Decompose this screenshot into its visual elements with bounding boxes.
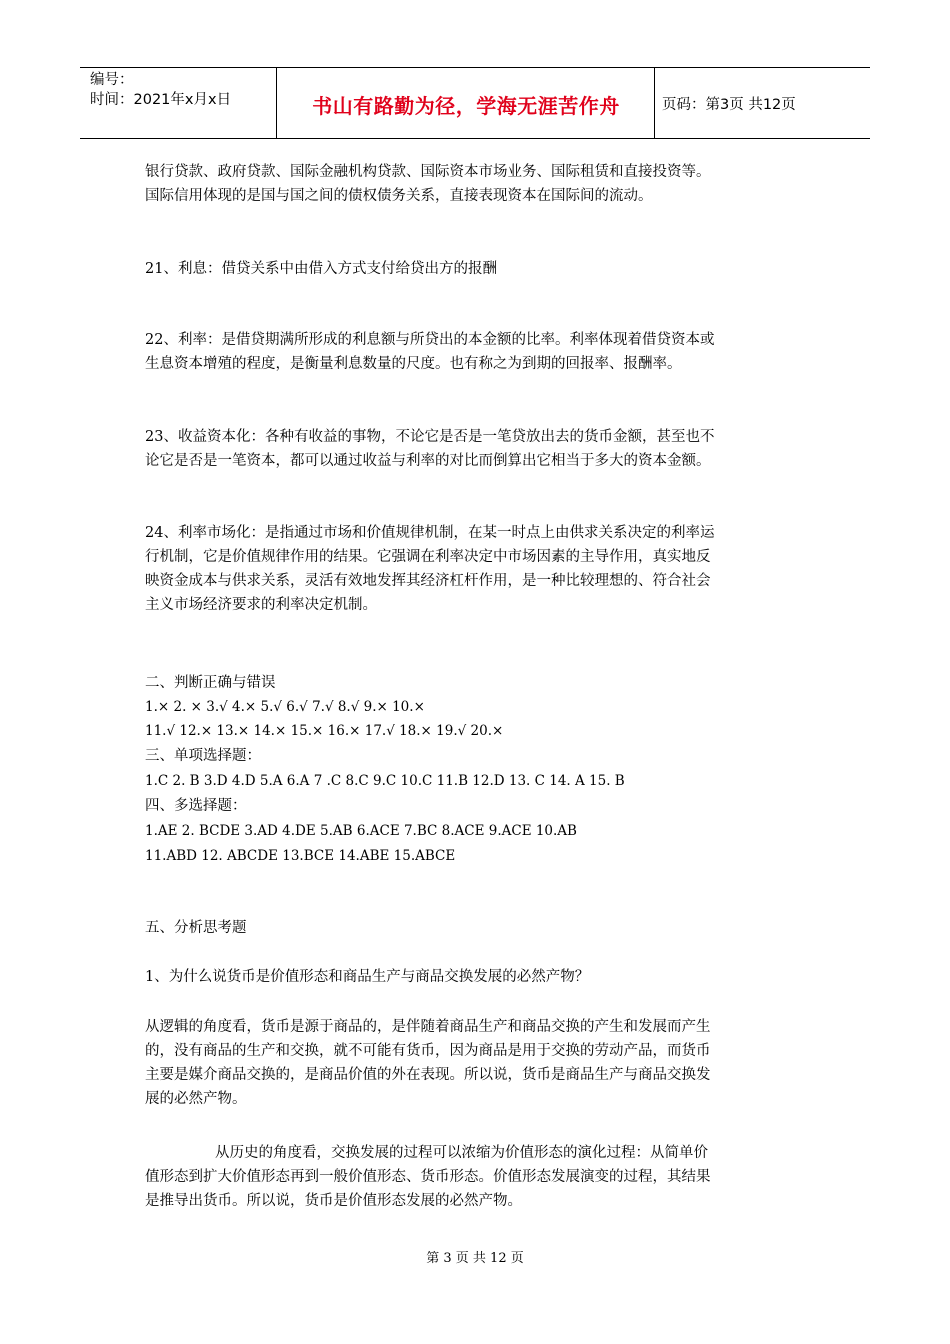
- definition-capitalization: 23、收益资本化：各种有收益的事物，不论它是否是一笔贷放出去的货币金额，甚至也不: [145, 429, 715, 445]
- answer-paragraph-line: 是推导出货币。所以说，货币是价值形态发展的必然产物。: [145, 1193, 522, 1209]
- section-title-analysis: 五、分析思考题: [145, 920, 247, 936]
- definition-rate-marketization: 24、利率市场化：是指通过市场和价值规律机制，在某一时点上由供求关系决定的利率运: [145, 525, 715, 541]
- page-header: [80, 67, 870, 139]
- question-1: 1、为什么说货币是价值形态和商品生产与商品交换发展的必然产物？: [145, 969, 590, 985]
- answer-line: 1.C 2. B 3.D 4.D 5.A 6.A 7 .C 8.C 9.C 10.C 11.B 12.D 13. C 14. A 15. B: [145, 773, 625, 789]
- page-footer: 第 3 页 共 12 页: [426, 1251, 524, 1266]
- answer-paragraph-line: 从逻辑的角度看，货币是源于商品的，是伴随着商品生产和商品交换的产生和发展而产生: [145, 1019, 711, 1035]
- paragraph-line: 主义市场经济要求的利率决定机制。: [145, 597, 377, 613]
- paragraph-line: 银行贷款、政府贷款、国际金融机构贷款、国际资本市场业务、国际租赁和直接投资等。: [145, 164, 711, 180]
- answer-paragraph-line: 主要是媒介商品交换的，是商品价值的外在表现。所以说，货币是商品生产与商品交换发: [145, 1067, 711, 1083]
- definition-interest: 21、利息：借贷关系中由借入方式支付给贷出方的报酬: [145, 261, 497, 277]
- paragraph-line: 论它是否是一笔资本，都可以通过收益与利率的对比而倒算出它相当于多大的资本金额。: [145, 453, 711, 469]
- answer-line: 11.ABD 12. ABCDE 13.BCE 14.ABE 15.ABCE: [145, 848, 456, 864]
- header-meta: [90, 70, 268, 110]
- header-page-info: 页码：第3页 共12页: [662, 97, 796, 113]
- paragraph-line: 映资金成本与供求关系，灵活有效地发挥其经济杠杆作用，是一种比较理想的、符合社会: [145, 573, 711, 589]
- paragraph-line: 生息资本增殖的程度，是衡量利息数量的尺度。也有称之为到期的回报率、报酬率。: [145, 356, 682, 372]
- header-motto: 书山有路勤为径，学海无涯苦作舟: [312, 94, 620, 118]
- answer-paragraph-line: 从历史的角度看，交换发展的过程可以浓缩为价值形态的演化过程：从简单价: [215, 1145, 708, 1161]
- answer-line: 1.× 2. × 3.√ 4.× 5.√ 6.√ 7.√ 8.√ 9.× 10.×: [145, 699, 425, 715]
- definition-interest-rate: 22、利率：是借贷期满所形成的利息额与所贷出的本金额的比率。利率体现着借贷资本或: [145, 332, 715, 348]
- section-title-multiple-choice: 四、多选择题：: [145, 798, 247, 814]
- answer-line: 1.AE 2. BCDE 3.AD 4.DE 5.AB 6.ACE 7.BC 8.ACE 9.ACE 10.AB: [145, 823, 577, 839]
- paragraph-line: 国际信用体现的是国与国之间的债权债务关系，直接表现资本在国际间的流动。: [145, 188, 653, 204]
- header-divider: [276, 68, 277, 138]
- header-divider: [654, 68, 655, 138]
- answer-paragraph-line: 值形态到扩大价值形态再到一般价值形态、货币形态。价值形态发展演变的过程，其结果: [145, 1169, 711, 1185]
- answer-paragraph-line: 的，没有商品的生产和交换，就不可能有货币，因为商品是用于交换的劳动产品，而货币: [145, 1043, 711, 1059]
- section-title-true-false: 二、判断正确与错误: [145, 675, 276, 691]
- document-number-label: 编号：: [90, 72, 134, 88]
- section-title-single-choice: 三、单项选择题：: [145, 748, 261, 764]
- answer-line: 11.√ 12.× 13.× 14.× 15.× 16.× 17.√ 18.× 19.√ 20.×: [145, 723, 504, 739]
- paragraph-line: 行机制，它是价值规律作用的结果。它强调在利率决定中市场因素的主导作用，真实地反: [145, 549, 711, 565]
- document-date-label: 时间：2021年x月x日: [90, 92, 232, 108]
- answer-paragraph-line: 展的必然产物。: [145, 1091, 247, 1107]
